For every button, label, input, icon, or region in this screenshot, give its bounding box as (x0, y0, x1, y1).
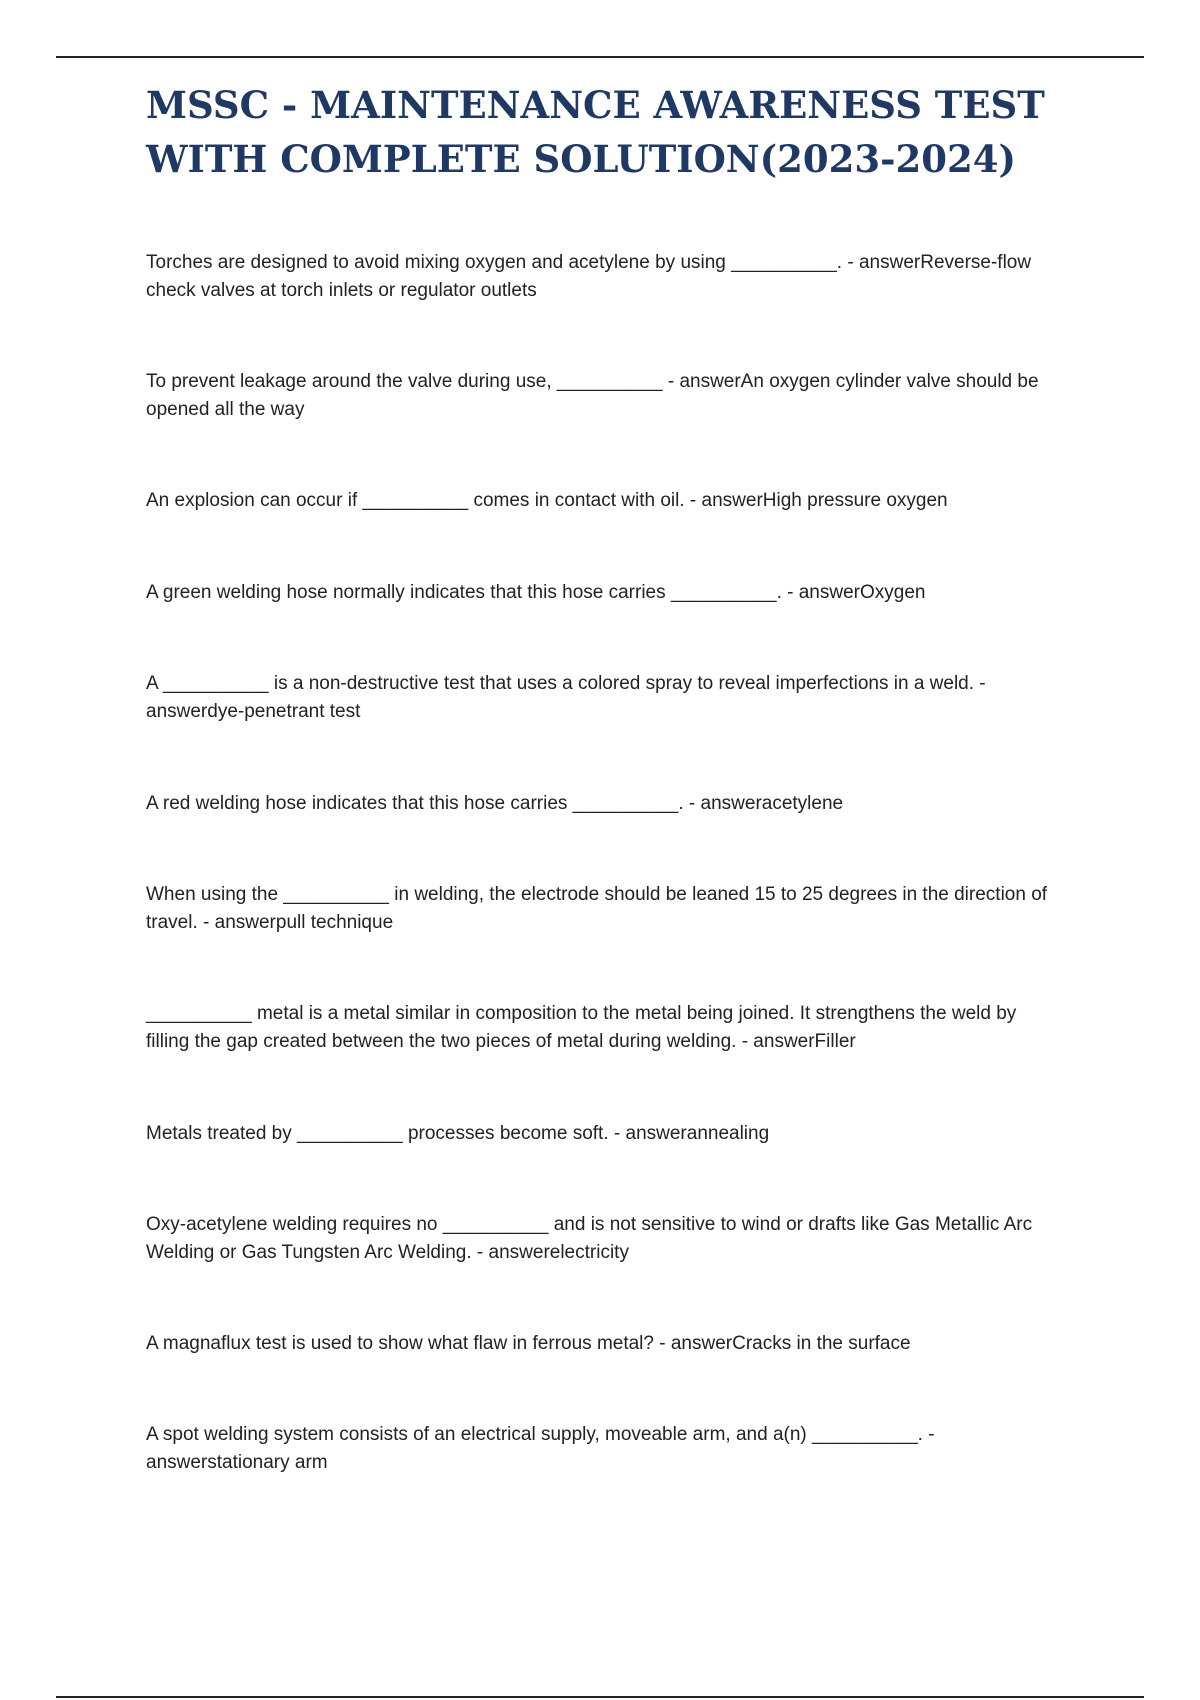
qa-item-12: A spot welding system consists of an electrical supply, moveable arm, and a(n) __________. - answerstationary arm (146, 1424, 935, 1473)
qa-item-5: A __________ is a non-destructive test that uses a colored spray to reveal imperfections in a weld. - answerdye-penetrant test (146, 673, 986, 722)
qa-item-3: An explosion can occur if __________ comes in contact with oil. - answerHigh pressure oxygen (146, 490, 948, 511)
footer-rule (56, 1696, 1144, 1698)
qa-item-8: __________ metal is a metal similar in composition to the metal being joined. It strengthens the weld by filling the gap created between the two pieces of metal during welding. - answerFiller (146, 1003, 1017, 1052)
qa-item-11: A magnaflux test is used to show what flaw in ferrous metal? - answerCracks in the surface (146, 1333, 911, 1354)
qa-item-9: Metals treated by __________ processes become soft. - answerannealing (146, 1123, 770, 1144)
document-title: MSSC - MAINTENANCE AWARENESS TEST WITH COMPLETE SOLUTION(2023-2024) (146, 83, 1071, 181)
qa-item-1: Torches are designed to avoid mixing oxygen and acetylene by using __________. - answerReverse-flow check valves at torch inlets or regulator outlets (146, 252, 1032, 301)
header-rule (56, 56, 1144, 58)
qa-item-7: When using the __________ in welding, the electrode should be leaned 15 to 25 degrees in the direction of travel. - answerpull technique (146, 884, 1048, 933)
qa-item-10: Oxy-acetylene welding requires no __________ and is not sensitive to wind or drafts like Gas Metallic Arc Welding or Gas Tungsten Arc Welding. - answerelectricity (146, 1214, 1033, 1263)
qa-item-6: A red welding hose indicates that this hose carries __________. - answeracetylene (146, 793, 844, 814)
qa-item-2: To prevent leakage around the valve during use, __________ - answerAn oxygen cylinder valve should be opened all the way (146, 371, 1039, 420)
qa-item-4: A green welding hose normally indicates that this hose carries __________. - answerOxygen (146, 582, 926, 603)
